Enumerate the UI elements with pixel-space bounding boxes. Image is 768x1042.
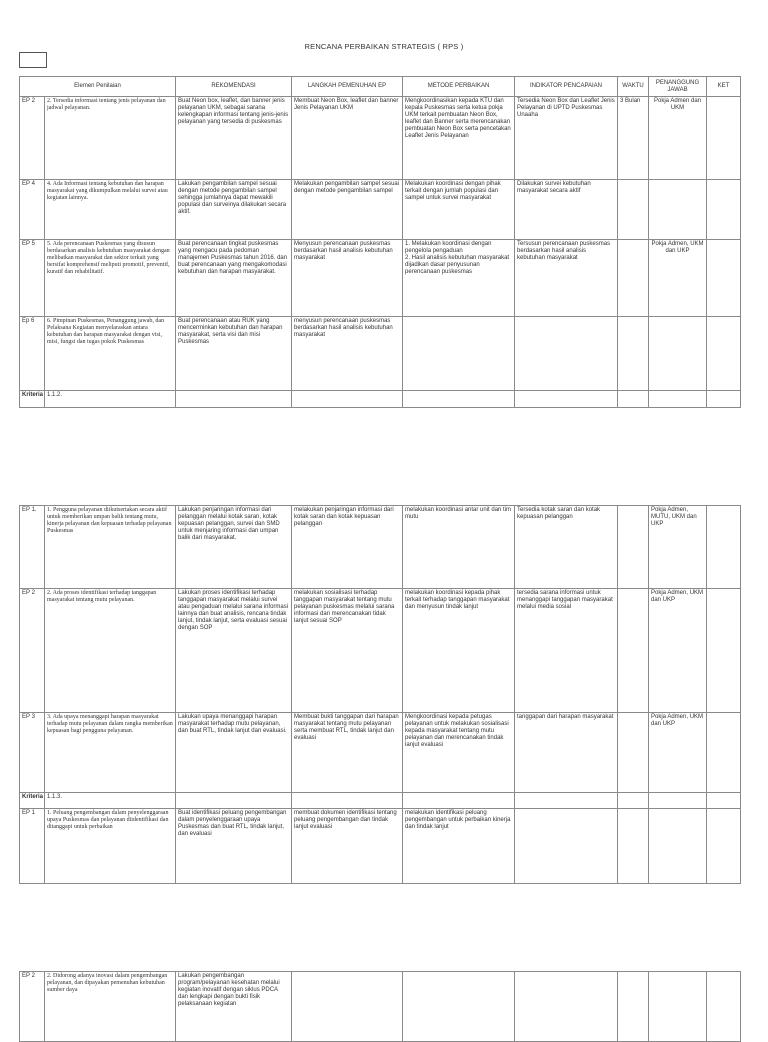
cell-ket bbox=[707, 506, 741, 589]
table-row bbox=[20, 972, 741, 1042]
cell-indikator bbox=[515, 809, 618, 884]
cell-indikator: Tersedia kotak saran dan kotak kepuasan pelanggan bbox=[515, 506, 618, 589]
cell-metode: Mengkoordinasikan kepada KTU dan kepala Puskesmas serta ketua pokja UKM terkait pembuatan Neon Box, leaflet dan Banner serta merencanakan pembuatan Neon Box serta pencetakan Leaflet Jenis Pelayanan bbox=[403, 97, 515, 180]
cell-waktu: 3 Bulan bbox=[618, 97, 649, 180]
cell-elemen: 1. Peluang pengembangan dalam penyelenggaraan upaya Puskesmas dan pelayanan diidentifikasi dan ditanggapi untuk perbaikan bbox=[45, 809, 176, 884]
cell-metode bbox=[403, 317, 515, 391]
cell-waktu bbox=[618, 317, 649, 391]
cell-rekomendasi: Lakukan upaya menanggapi harapan masyarakat terhadap mutu pelayanan, dan buat RTL, tindak lanjut dan evaluasi. bbox=[176, 713, 292, 793]
kriteria-row bbox=[20, 793, 741, 809]
table-row bbox=[20, 180, 741, 240]
cell-ep: EP 2 bbox=[20, 97, 45, 180]
cell-penanggung-jawab: Pokja Admen dan UKM bbox=[649, 97, 707, 180]
table-row bbox=[20, 589, 741, 713]
cell-waktu bbox=[618, 972, 649, 1042]
cell-elemen: 2. Didorong adanya inovasi dalam pengembangan pelayanan, dan dipayakan pemenuhan kebutuhan sumber daya bbox=[45, 972, 176, 1042]
table-row bbox=[20, 506, 741, 589]
cell-langkah bbox=[292, 972, 403, 1042]
rps-table-2 bbox=[19, 505, 741, 884]
cell-waktu bbox=[618, 809, 649, 884]
cell-penanggung-jawab bbox=[649, 809, 707, 884]
page-title: RENCANA PERBAIKAN STRATEGIS ( RPS ) bbox=[304, 42, 464, 51]
table-row bbox=[20, 97, 741, 180]
cell-rekomendasi: Buat identifikasi peluang pengembangan dalam penyelenggaraan upaya Puskesmas dan buat RTL, tindak lanjut, dan evaluasi bbox=[176, 809, 292, 884]
cell-ep: EP 3 bbox=[20, 713, 45, 793]
cell-indikator: tersedia sarana informasi untuk menanggapi tanggapan masyarakat melalui media sosial bbox=[515, 589, 618, 713]
header-waktu: WAKTU bbox=[618, 77, 649, 97]
cell-penanggung-jawab: Pokja Admen, UKM dan UKP bbox=[649, 240, 707, 317]
cell-indikator bbox=[515, 972, 618, 1042]
cell-rekomendasi: Buat Neon box, leaflet, dan banner jenis pelayanan UKM, sebagai sarana kelengkapan informasi tentang jenis-jenis pelayanan yang tersedia di puskesmas bbox=[176, 97, 292, 180]
cell-ket bbox=[707, 972, 741, 1042]
cell-metode: 1. Melakukan koordinasi dengan pengelola pengaduan 2. Hasil analisis kebutuhan masyarakat dijadikan dasar penyusunan perencanaan puskesmas bbox=[403, 240, 515, 317]
cell-elemen: 5. Ada perencanaan Puskesmas yang disusun berdasarkan analisis kebutuhan masyarakat dengan melibatkan masyarakat dan sektor terkait yang bersifat komprehensif meliputi promotif, preventif, kuratif dan rehabilitatif. bbox=[45, 240, 176, 317]
cell-langkah: melakukan sosialisasi terhadap tanggapan masyarakat tentang mutu pelayanan puskesmas melalui sarana informasi dan merencanakan tidak lanjut sesuai SOP bbox=[292, 589, 403, 713]
cell-elemen: 4. Ada Informasi tentang kebutuhan dan harapan masyarakat yang dikumpulkan melalui survei atau kegiatan lainnya. bbox=[45, 180, 176, 240]
cell-langkah: membuat dokumen identifikasi tentang peluang pengembangan dan tindak lanjut evaluasi bbox=[292, 809, 403, 884]
cell-indikator: Dilakukan survei kebutuhan masyarakat secara aktif bbox=[515, 180, 618, 240]
cell-penanggung-jawab: Pokja Admen, UKM dan UKP bbox=[649, 589, 707, 713]
cell-ket bbox=[707, 809, 741, 884]
cell-ep: EP 2 bbox=[20, 589, 45, 713]
table-row bbox=[20, 240, 741, 317]
cell-indikator: Tersusun perencanaan puskesmas berdasarkan hasil analisis kebutuhan masyarakat bbox=[515, 240, 618, 317]
cell-indikator: Tersedia Neon Box dan Leaflet Jenis Pelayanan di UPTD Puskesmas Unaaha bbox=[515, 97, 618, 180]
cell-metode: Mengkoordinasi kepada petugas pelayanan untuk melakukan sosialisasi kepada masyarakat tentang mutu pelayanan dan merencanakan tindak lanjut evaluasi bbox=[403, 713, 515, 793]
header-ket: KET bbox=[707, 77, 741, 97]
cell-ket bbox=[707, 317, 741, 391]
kriteria-label: Kriteria bbox=[20, 793, 45, 809]
cell-waktu bbox=[618, 180, 649, 240]
cell-langkah: Melakukan pengambilan sampel sesuai dengan metode pengambilan sampel bbox=[292, 180, 403, 240]
cell-elemen: 6. Pimpinan Puskesmas, Penanggung jawab, dan Pelaksana Kegiatan menyelaraskan antara kebutuhan dan harapan masyarakat dengan visi, misi, fungsi dan tugas pokok Puskesmas bbox=[45, 317, 176, 391]
header-penanggung-jawab: PENANGGUNG JAWAB bbox=[649, 77, 707, 97]
kriteria-value: 1.1.3. bbox=[45, 793, 176, 809]
cell-ket bbox=[707, 180, 741, 240]
cell-langkah: melakukan penjaringan informasi dari kotak saran dan kotak kepuasan pelanggan bbox=[292, 506, 403, 589]
cell-ep: EP 5 bbox=[20, 240, 45, 317]
header-rekomendasi: REKOMENDASI bbox=[176, 77, 292, 97]
cell-langkah: menyusun perencanaan puskesmas berdasarkan hasil analisis kebutuhan masyarakat bbox=[292, 317, 403, 391]
cell-metode: melakukan koordinasi kepada pihak terkait terhadap tanggapan masyarakat dan menyusun tindak lanjut bbox=[403, 589, 515, 713]
cell-ep: EP 4 bbox=[20, 180, 45, 240]
cell-waktu bbox=[618, 506, 649, 589]
page-corner-box bbox=[19, 52, 47, 68]
cell-indikator: tanggapan dari harapan masyarakat bbox=[515, 713, 618, 793]
cell-elemen: 2. Ada proses identifikasi terhadap tanggapan masyarakat tentang mutu pelayanan. bbox=[45, 589, 176, 713]
cell-elemen: 1. Pengguna pelayanan diikutsertakan secara aktif untuk memberikan umpan balik tentang mutu, kinerja pelayanan dan kepuasan terhadap pelayanan Puskesmas bbox=[45, 506, 176, 589]
cell-rekomendasi: Lakukan proses identifikasi terhadap tanggapan masyarakat melalui survei atau pengaduan melalui sarana informasi lainnya dan buat analisis, rencana tindak lanjut, tindak lanjut, serta evaluasi sesuai dengan SOP bbox=[176, 589, 292, 713]
rps-table-3 bbox=[19, 971, 741, 1042]
cell-penanggung-jawab: Pokja Admen, UKM dan UKP bbox=[649, 713, 707, 793]
cell-penanggung-jawab bbox=[649, 317, 707, 391]
kriteria-row bbox=[20, 391, 741, 408]
cell-ket bbox=[707, 713, 741, 793]
cell-rekomendasi: Lakukan penjaringan informasi dari pelanggan melalui kotak saran, kotak kepuasan pelanggan, survei dan SMD untuk menjaring informasi dan umpan balik dari masyarakat. bbox=[176, 506, 292, 589]
cell-ket bbox=[707, 97, 741, 180]
cell-ep: EP 1. bbox=[20, 506, 45, 589]
cell-penanggung-jawab bbox=[649, 180, 707, 240]
header-indikator: INDIKATOR PENCAPAIAN bbox=[515, 77, 618, 97]
cell-rekomendasi: Lakukan pengambilan sampel sesuai dengan metode pengambilan sampel sehingga jumlahnya dapat mewakili populasi dan surveinya dilakukan secara aktif. bbox=[176, 180, 292, 240]
rps-table-1 bbox=[19, 76, 741, 408]
cell-indikator bbox=[515, 317, 618, 391]
header-langkah: LANGKAH PEMENUHAN EP bbox=[292, 77, 403, 97]
cell-metode: melakukan identifikasi peluang pengembangan untuk perbaikan kinerja dan tindak lanjut bbox=[403, 809, 515, 884]
cell-waktu bbox=[618, 240, 649, 317]
cell-ket bbox=[707, 240, 741, 317]
table-row bbox=[20, 809, 741, 884]
cell-waktu bbox=[618, 589, 649, 713]
kriteria-value: 1.1.2. bbox=[45, 391, 176, 408]
cell-penanggung-jawab: Pokja Admen, MUTU, UKM dan UKP bbox=[649, 506, 707, 589]
cell-metode: Melakukan koordinasi dengan pihak terkait dengan jumlah populasi dan sampel untuk survei masyarakat bbox=[403, 180, 515, 240]
cell-metode: melakukan koordinasi antar unit dan tim mutu bbox=[403, 506, 515, 589]
cell-rekomendasi: Buat perencanaan atau RUK yang mencerminkan kebutuhan dan harapan masyarakat, serta visi dan misi Puskesmas bbox=[176, 317, 292, 391]
table-row bbox=[20, 317, 741, 391]
cell-rekomendasi: Lakukan pengembangan program/pelayanan kesehatan melalui kegiatan inovatif dengan siklus PDCA dan lengkapi dengan bukti fisik pelaksanaan kegiatan bbox=[176, 972, 292, 1042]
table-header-row bbox=[20, 77, 741, 97]
cell-ket bbox=[707, 589, 741, 713]
cell-elemen: 3. Ada upaya menanggapi harapan masyarakat terhadap mutu pelayanan dalam rangka memberikan kepuasan bagi pengguna pelayanan. bbox=[45, 713, 176, 793]
header-metode: METODE PERBAIKAN bbox=[403, 77, 515, 97]
cell-metode bbox=[403, 972, 515, 1042]
cell-penanggung-jawab bbox=[649, 972, 707, 1042]
cell-ep: EP 2 bbox=[20, 972, 45, 1042]
cell-ep: EP 1 bbox=[20, 809, 45, 884]
cell-ep: Ep 6 bbox=[20, 317, 45, 391]
cell-elemen: 2. Tersedia informasi tentang jenis pelayanan dan jadwal pelayanan. bbox=[45, 97, 176, 180]
table-row bbox=[20, 713, 741, 793]
cell-langkah: Membuat bukti tanggapan dari harapan masyarakat tentang mutu pelayanan serta membuat RTL, tindak lanjut dan evaluasi bbox=[292, 713, 403, 793]
kriteria-label: Kriteria bbox=[20, 391, 45, 408]
cell-rekomendasi: Buat perencanaan tingkat puskesmas yang mengacu pada pedoman manajemen Puskesmas tahun 2016. dan buat perencanaan yang mengakomodasi kebutuhan dan harapan masyarakat. bbox=[176, 240, 292, 317]
cell-langkah: Menyusun perencanaan puskesmas berdasarkan hasil analisis kebutuhan masyarakat bbox=[292, 240, 403, 317]
cell-langkah: Membuat Neon Box, leaflet dan banner Jenis Pelayanan UKM bbox=[292, 97, 403, 180]
cell-waktu bbox=[618, 713, 649, 793]
header-elemen-penilaian: Elemen Penilaian bbox=[20, 77, 176, 97]
